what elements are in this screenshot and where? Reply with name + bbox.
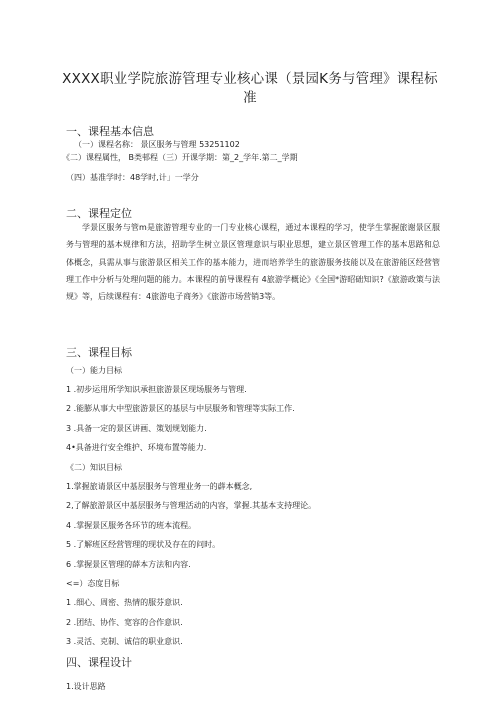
section-heading-positioning: 二、课程定位 — [66, 207, 132, 220]
knowledge-item-2: 2,了解旅游景区中基层服务与管理活动的内容，掌握.其基本支持理论。 — [66, 501, 317, 510]
positioning-paragraph — [66, 219, 440, 305]
ability-item-4: 4•具备进行安全维护、环境布置等能力. — [66, 443, 207, 452]
section-heading-basic-info: 一、课程基本信息 — [66, 125, 154, 138]
knowledge-item-3: 4 .掌握景区服务各环节的班本流程。 — [66, 521, 197, 530]
attitude-objectives-heading: <=）态度目标 — [66, 579, 120, 588]
ability-objectives-heading: （一）能力目标 — [66, 366, 122, 375]
course-attribute-line: 《二）课程属性， B类邨程（三）开课学期：第_2_学年.第二_学期 — [62, 153, 298, 162]
design-ideas-line: 1.设计思路 — [66, 682, 106, 691]
section-heading-design: 四、课程设计 — [66, 656, 132, 669]
knowledge-item-1: 1.掌握旅请景区中基层服务与管理业务一的薜本概念, — [66, 482, 253, 491]
ability-item-3: 3 .具备一定的景区讲画、策划规划能力. — [66, 424, 207, 433]
attitude-item-1: 1 .细心、周密、热情的服芬意识. — [66, 598, 183, 607]
knowledge-objectives-heading: 《二）知识目标 — [66, 463, 122, 472]
document-title: XXXX职业学院旅游管理专业核心课（景园K务与管理》课程标准 — [62, 71, 438, 106]
course-hours-line: （四）基准学时：48学时,计」一学分 — [66, 173, 199, 182]
knowledge-item-5: 6 .掌握景区管理的薛本方法和内容. — [66, 560, 191, 569]
ability-item-1: 1 .初步运用所学知识承担旅游景区现场服务与管理. — [66, 385, 247, 394]
attitude-item-2: 2 .团结、协作、宽容的合作意识. — [66, 618, 183, 627]
attitude-item-3: 3 .灵活、克制、诚信的职业意识. — [66, 637, 183, 646]
ability-item-2: 2 .能膨从事大中型旅游景区的基层与中层服务和管理等实际工作. — [66, 404, 295, 413]
course-name-line: （一）课程名称： 景区服务与管理 53251102 — [74, 140, 240, 149]
positioning-text: 学景区服务与管m是旅游管理专业的一门专业核心课程，通过本课程的学习，使学生掌握旅谢景区服务与管理的基本规律和方法，招助学生树立景区管理意识与职业思想，建立景区管理工作的基本思路和总体概念，具需从事与旅游景区相关工作的基本能力，进而培养学生的旅游服务技能以及在旅游能区经营管理工作中分析与处理问题的能力。本课程的前导课程有 4旅游学概论》《全国*游昭础知识?《旅游政策与法规》等，后续课程有：4旅游电子商务》《旅游市场营销3等。 — [66, 223, 440, 302]
knowledge-item-4: 5 .了解班区经营管理的现状及存在的问时。 — [66, 540, 221, 549]
section-heading-objectives: 三、课程目标 — [66, 346, 132, 359]
